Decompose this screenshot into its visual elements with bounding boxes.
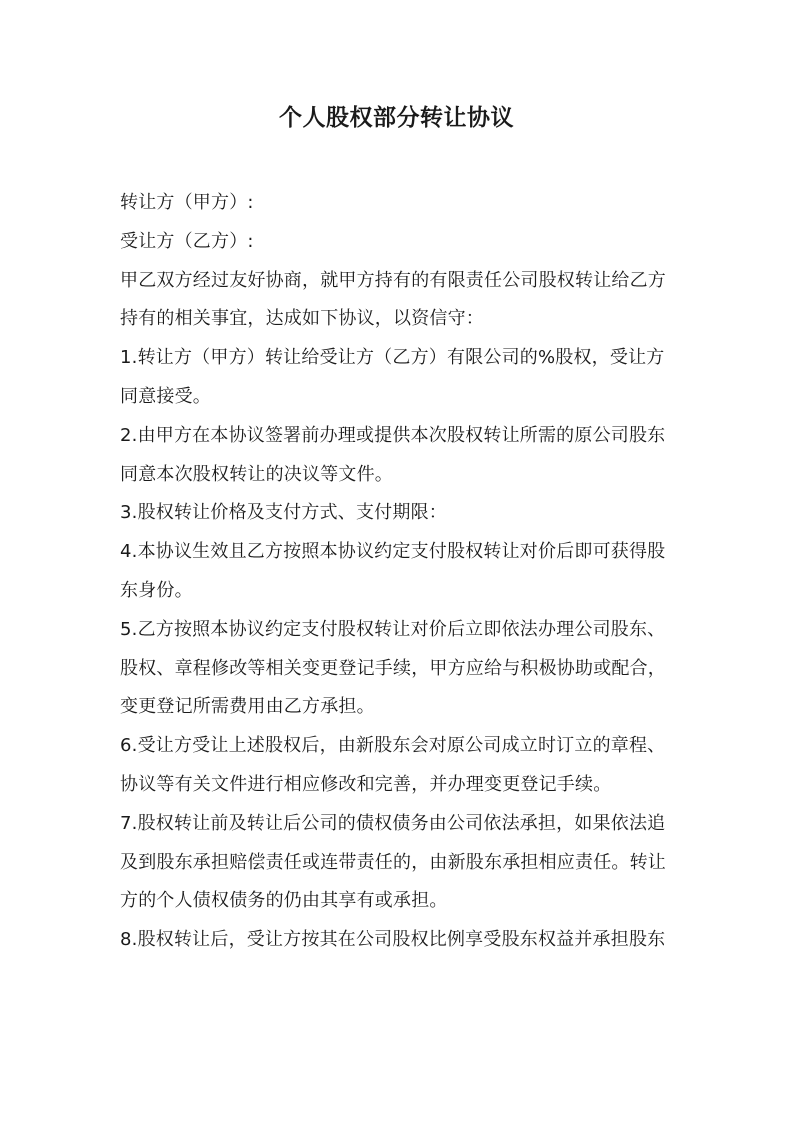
paragraph-transferee: 受让方（乙方）:: [120, 230, 254, 252]
clause-3: 3.股权转让价格及支付方式、支付期限：: [120, 502, 447, 524]
clause-2: 2.由甲方在本协议签署前办理或提供本次股权转让所需的原公司股东同意本次股权转让的决议等文件。: [120, 424, 666, 485]
paragraph-preamble: 甲乙双方经过友好协商，就甲方持有的有限责任公司股权转让给乙方持有的相关事宜，达成如下协议，以资信守：: [120, 269, 666, 330]
clause-7: 7.股权转让前及转让后公司的债权债务由公司依法承担，如果依法追及到股东承担赔偿责任或连带责任的，由新股东承担相应责任。转让方的个人债权债务的仍由其享有或承担。: [120, 812, 666, 912]
clause-5: 5.乙方按照本协议约定支付股权转让对价后立即依法办理公司股东、股权、章程修改等相关变更登记手续，甲方应给与积极协助或配合，变更登记所需费用由乙方承担。: [120, 618, 666, 718]
clause-4: 4.本协议生效且乙方按照本协议约定支付股权转让对价后即可获得股东身份。: [120, 541, 666, 601]
clause-8: 8.股权转让后，受让方按其在公司股权比例享受股东权益并承担股东: [120, 929, 666, 951]
clause-1: 1.转让方（甲方）转让给受让方（乙方）有限公司的%股权，受让方同意接受。: [120, 347, 665, 407]
page-title: 个人股权部分转让协议: [279, 105, 514, 131]
clause-6: 6.受让方受让上述股权后，由新股东会对原公司成立时订立的章程、协议等有关文件进行相应修改和完善，并办理变更登记手续。: [120, 735, 666, 795]
paragraph-transferor: 转让方（甲方）:: [120, 192, 254, 213]
document-body: [120, 184, 680, 960]
